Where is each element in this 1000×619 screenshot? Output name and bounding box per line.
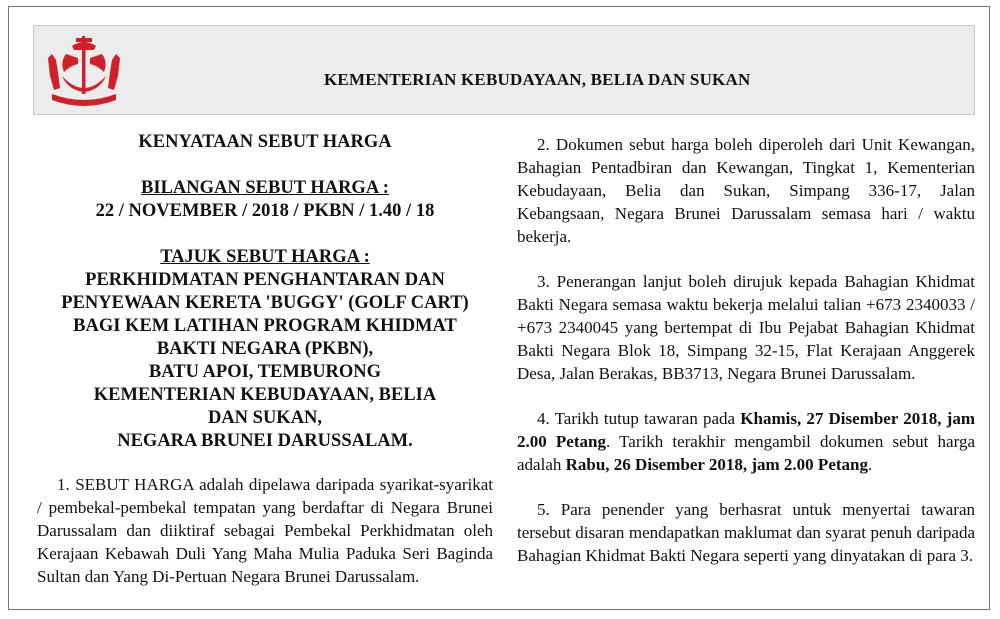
brunei-crest-icon <box>42 32 126 110</box>
subject-line: PENYEWAAN KERETA 'BUGGY' (GOLF CART) <box>61 293 469 313</box>
subject-line: KEMENTERIAN KEBUDAYAAN, BELIA <box>93 385 437 405</box>
last-collection-date: Rabu, 26 Disember 2018, jam 2.00 Petang <box>565 455 868 474</box>
para4-text-3: . <box>867 455 873 474</box>
right-column <box>517 133 975 589</box>
paragraph-2: 2. Dokumen sebut harga boleh diperoleh dari Unit Kewangan, Bahagian Pentadbiran dan Kewangan, Tingkat 1, Kementerian Kebudayaan, Belia dan Sukan, Simpang 336-17, Jalan Kebangsaan, Negara Brunei Darussalam semasa hari / waktu bekerja. <box>517 135 975 246</box>
para4-text-2: . Tarikh terakhir mengambil dokumen sebut harga adalah <box>517 432 975 474</box>
closing-date: Khamis, 27 Disember 2018, jam 2.00 Petang <box>517 409 976 451</box>
paragraph-4 <box>517 407 975 476</box>
subject-line: BAKTI NEGARA (PKBN), <box>156 339 374 359</box>
subject-line: PERKHIDMATAN PENGHANTARAN DAN <box>85 270 445 290</box>
notice-title: KENYATAAN SEBUT HARGA <box>138 132 392 152</box>
left-column <box>37 131 493 588</box>
tender-subject-label: TAJUK SEBUT HARGA : <box>160 247 370 267</box>
subject-line: BAGI KEM LATIHAN PROGRAM KHIDMAT <box>73 316 457 336</box>
subject-line: BATU APOI, TEMBURONG <box>148 362 382 382</box>
paragraph-1: 1. SEBUT HARGA adalah dipelawa daripada syarikat-syarikat / pembekal-pembekal tempatan yang berdaftar di Negara Brunei Darussalam dan diiktiraf sebagai Pembekal Perkhidmatan oleh Kerajaan Kebawah Duli Yang Maha Mulia Paduka Seri Baginda Sultan dan Yang Di-Pertuan Negara Brunei Darussalam. <box>37 475 493 586</box>
para4-text-1: 4. Tarikh tutup tawaran pada <box>537 409 741 428</box>
header-banner <box>33 25 975 115</box>
subject-line: DAN SUKAN, <box>207 408 323 428</box>
tender-number-label: BILANGAN SEBUT HARGA : <box>141 178 389 198</box>
notice-frame <box>8 6 990 610</box>
ministry-name: KEMENTERIAN KEBUDAYAAN, BELIA DAN SUKAN <box>324 70 751 89</box>
paragraph-5: 5. Para penender yang berhasrat untuk menyertai tawaran tersebut disaran mendapatkan maklumat dan syarat penuh daripada Bahagian Khidmat Bakti Negara seperti yang dinyatakan di para 3. <box>517 500 975 565</box>
subject-line: NEGARA BRUNEI DARUSSALAM. <box>117 431 413 451</box>
tender-number-value: 22 / NOVEMBER / 2018 / PKBN / 1.40 / 18 <box>95 201 435 221</box>
paragraph-3: 3. Penerangan lanjut boleh dirujuk kepada Bahagian Khidmat Bakti Negara semasa waktu bekerja melalui talian +673 2340033 / +673 2340045 yang bertempat di Ibu Pejabat Bahagian Khidmat Bakti Negara Blok 18, Simpang 32-15, Flat Kerajaan Anggerek Desa, Jalan Berakas, BB3713, Negara Brunei Darussalam. <box>517 272 975 383</box>
